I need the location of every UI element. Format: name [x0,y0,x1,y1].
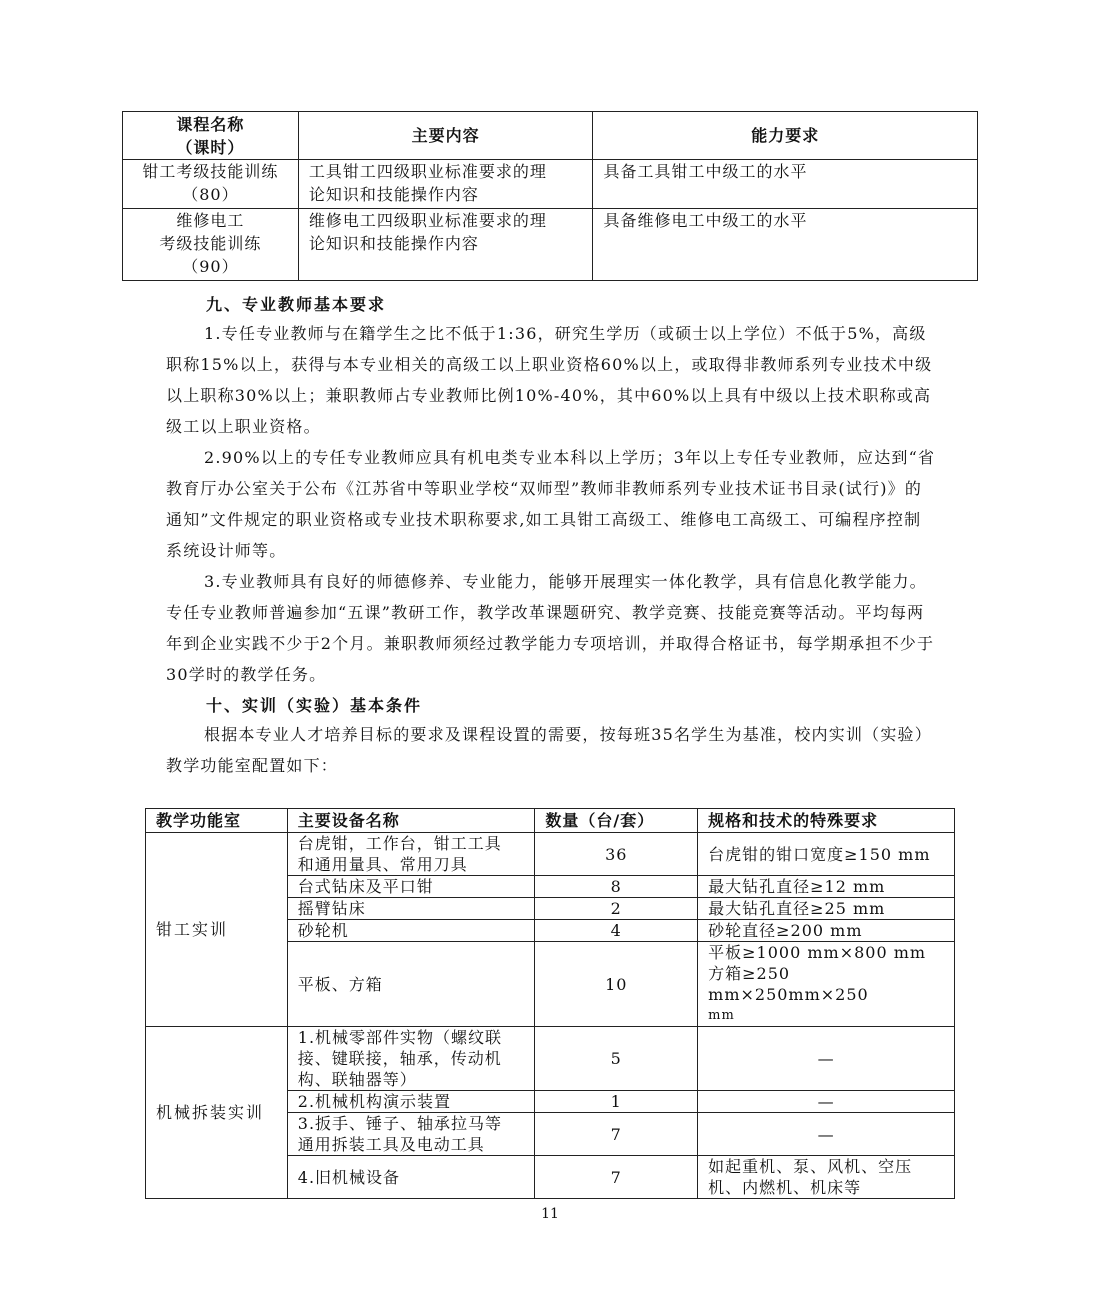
spec-line: 如起重机、泵、风机、空压 [708,1157,913,1176]
spec-cell: — [698,1091,955,1113]
table-row [146,833,955,876]
page-number: 11 [541,1206,559,1222]
equipment-name-line: 1.机械零部件实物（螺纹联 [297,1028,503,1047]
spec-cell: 台虎钳的钳口宽度≥150 mm [698,833,955,876]
equipment-name-line: 和通用量具、常用刀具 [297,855,468,874]
quantity-cell: 1 [535,1091,698,1113]
quantity-cell: 36 [535,833,698,876]
quantity-cell: 8 [535,876,698,898]
table-row [123,160,978,209]
course-name-cell [123,160,299,209]
course-table [122,111,978,281]
spec-cell: — [698,1113,955,1156]
course-name: 考级技能训练 [159,234,262,253]
equipment-table [145,808,955,1199]
header-course-hours: （课时） [176,137,245,157]
section9-paragraph-2: 2.90%以上的专任专业教师应具有机电类专业本科以上学历；3年以上专任专业教师，应达到“省教育厅办公室关于公布《江苏省中等职业学校“双师型”教师非教师系列专业技术证书目录(试行)》的通知”文件规定的职业资格或专业技术职称要求,如工具钳工高级工、维修电工高级工、可编程序控制系统设计师等。 [166,448,936,560]
header-quantity: 数量（台/套） [535,809,698,833]
course-content-cell [298,209,593,281]
equipment-table-header [146,809,955,833]
course-hours: （90） [182,257,239,276]
section10-title: 十、实训（实验）基本条件 [206,696,423,715]
course-table-header [123,112,978,160]
course-requirement-cell: 具备工具钳工中级工的水平 [593,160,978,209]
equipment-name-cell: 摇臂钻床 [287,898,535,920]
spec-cell: 砂轮直径≥200 mm [698,920,955,942]
course-hours: （80） [182,185,239,204]
equipment-name-line: 台虎钳，工作台，钳工工具 [297,834,502,853]
course-content-cell [298,160,593,209]
equipment-name-cell: 4.旧机械设备 [287,1156,535,1199]
header-course-name [123,112,299,160]
header-main-content: 主要内容 [298,112,593,160]
header-spec: 规格和技术的特殊要求 [698,809,955,833]
quantity-cell: 5 [535,1027,698,1091]
course-content-line: 维修电工四级职业标准要求的理 [308,211,547,230]
section10-paragraph: 根据本专业人才培养目标的要求及课程设置的需要，按每班35名学生为基准，校内实训（实验）教学功能室配置如下： [166,725,932,775]
quantity-cell: 2 [535,898,698,920]
spec-cell: 最大钻孔直径≥25 mm [698,898,955,920]
table-row [146,1027,955,1091]
spec-cell: 最大钻孔直径≥12 mm [698,876,955,898]
room-fitter-training: 钳工实训 [146,833,288,1027]
quantity-cell: 4 [535,920,698,942]
header-equipment-name: 主要设备名称 [287,809,535,833]
quantity-cell: 10 [535,942,698,1027]
header-course-name-line1: 课程名称 [176,114,245,134]
spec-cell [698,942,955,1027]
equipment-name-line: 通用拆装工具及电动工具 [297,1135,485,1154]
course-content-line: 论知识和技能操作内容 [308,185,479,204]
equipment-name-line: 构、联轴器等） [297,1070,417,1089]
course-requirement-cell: 具备维修电工中级工的水平 [593,209,978,281]
equipment-name-cell: 砂轮机 [287,920,535,942]
equipment-name-cell [287,1027,535,1091]
equipment-name-cell: 平板、方箱 [287,942,535,1027]
spec-line: 方箱≥250 mm×250mm×250 [708,964,869,1004]
spec-cell [698,1156,955,1199]
course-name: 维修电工 [176,211,245,230]
equipment-name-cell: 2.机械机构演示装置 [287,1091,535,1113]
section9-paragraph-1: 1.专任专业教师与在籍学生之比不低于1:36，研究生学历（或硕士以上学位）不低于5%，高级职称15%以上，获得与本专业相关的高级工以上职业资格60%以上，或取得非教师系列专业技术中级以上职称30%以上；兼职教师占专业教师比例10%-40%，其中60%以上具有中级以上技术职称或高级工以上职业资格。 [166,324,933,436]
quantity-cell: 7 [535,1113,698,1156]
section9-title: 九、专业教师基本要求 [206,295,387,314]
equipment-name-line: 接、键联接，轴承，传动机 [297,1049,502,1068]
equipment-name-line: 3.扳手、锤子、轴承拉马等 [297,1114,503,1133]
room-mechanical-assembly: 机械拆装实训 [146,1027,288,1199]
course-content-line: 论知识和技能操作内容 [308,234,479,253]
header-ability-requirement: 能力要求 [593,112,978,160]
course-content-line: 工具钳工四级职业标准要求的理 [308,162,547,181]
spec-line: mm [708,1008,735,1023]
quantity-cell: 7 [535,1156,698,1199]
equipment-name-cell [287,1113,535,1156]
spec-cell: — [698,1027,955,1091]
equipment-name-cell: 台式钻床及平口钳 [287,876,535,898]
spec-line: 平板≥1000 mm×800 mm [708,943,927,962]
spec-line: 机、内燃机、机床等 [708,1178,862,1197]
equipment-name-cell [287,833,535,876]
table-row [123,209,978,281]
header-room: 教学功能室 [146,809,288,833]
section9-paragraph-3: 3.专业教师具有良好的师德修养、专业能力，能够开展理实一体化教学，具有信息化教学能力。专任专业教师普遍参加“五课”教研工作，教学改革课题研究、教学竞赛、技能竞赛等活动。平均每两年到企业实践不少于2个月。兼职教师须经过教学能力专项培训，并取得合格证书，每学期承担不少于30学时的教学任务。 [166,572,935,684]
course-name: 钳工考级技能训练 [142,162,279,181]
course-name-cell [123,209,299,281]
